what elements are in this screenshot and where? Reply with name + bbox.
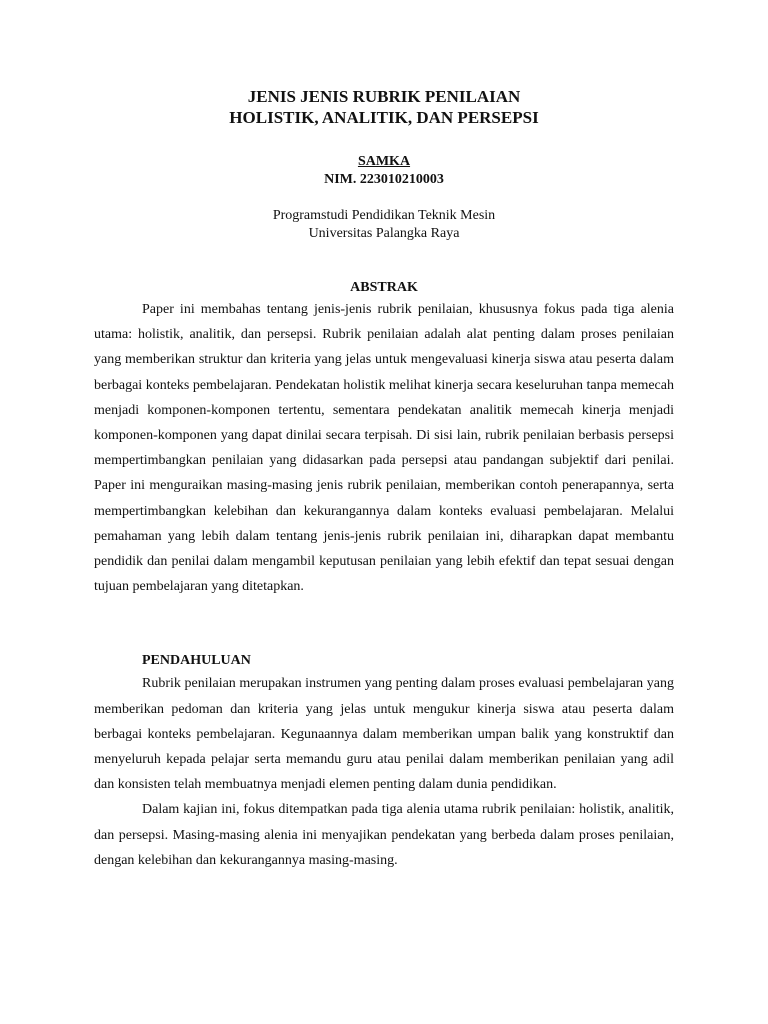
introduction-heading: PENDAHULUAN [142, 653, 251, 669]
affiliation-block [94, 207, 674, 243]
abstract-heading: ABSTRAK [350, 280, 418, 295]
author-name: SAMKA [357, 154, 411, 169]
introduction-paragraph-2: Dalam kajian ini, fokus ditempatkan pada tiga alenia utama rubrik penilaian: holistik, analitik, dan persepsi. Masing-masing alenia ini menyajikan pendekatan yang berbeda dalam proses penilaian, dengan kelebihan dan kekurangannya masing-masing. [94, 802, 674, 868]
author-nim: NIM. 223010210003 [324, 172, 444, 187]
affiliation-program: Programstudi Pendidikan Teknik Mesin [272, 208, 496, 223]
affiliation-university: Universitas Palangka Raya [308, 226, 460, 241]
author-block [94, 153, 674, 189]
title-line-1: JENIS JENIS RUBRIK PENILAIAN [247, 87, 521, 106]
title-line-2: HOLISTIK, ANALITIK, DAN PERSEPSI [229, 108, 539, 127]
paper-title [94, 86, 674, 128]
introduction-body [94, 671, 674, 873]
introduction-paragraph-1: Rubrik penilaian merupakan instrumen yang penting dalam proses evaluasi pembelajaran yang memberikan pedoman dan kriteria yang jelas untuk mengukur kinerja siswa atau peserta dalam berbagai konteks pembelajaran. Kegunaannya dalam memberikan umpan balik yang konstruktif dan menyeluruh kepada pelajar serta memandu guru atau penilai dalam memberikan penilaian yang adil dan konsisten telah membuatnya menjadi elemen penting dalam dunia pendidikan. [94, 676, 674, 793]
abstract-body: Paper ini membahas tentang jenis-jenis rubrik penilaian, khususnya fokus pada tiga alenia utama: holistik, analitik, dan persepsi. Rubrik penilaian adalah alat penting dalam proses penilaian yang memberikan struktur dan kriteria yang jelas untuk mengevaluasi kinerja siswa atau peserta dalam berbagai konteks pembelajaran. Pendekatan holistik melihat kinerja secara keseluruhan tanpa memecah menjadi komponen-komponen tertentu, sementara pendekatan analitik memecah kinerja menjadi komponen-komponen yang dapat dinilai secara terpisah. Di sisi lain, rubrik penilaian berbasis persepsi mempertimbangkan penilaian yang didasarkan pada persepsi atau pandangan subjektif dari penilai. Paper ini menguraikan masing-masing jenis rubrik penilaian, memberikan contoh penerapannya, serta mempertimbangkan kelebihan dan kekurangannya dalam konteks evaluasi pembelajaran. Melalui pemahaman yang lebih dalam tentang jenis-jenis rubrik penilaian ini, diharapkan dapat membantu pendidik dan penilai dalam mengambil keputusan penilaian yang lebih efektif dan tepat sesuai dengan tujuan pembelajaran yang ditetapkan. [94, 302, 674, 595]
